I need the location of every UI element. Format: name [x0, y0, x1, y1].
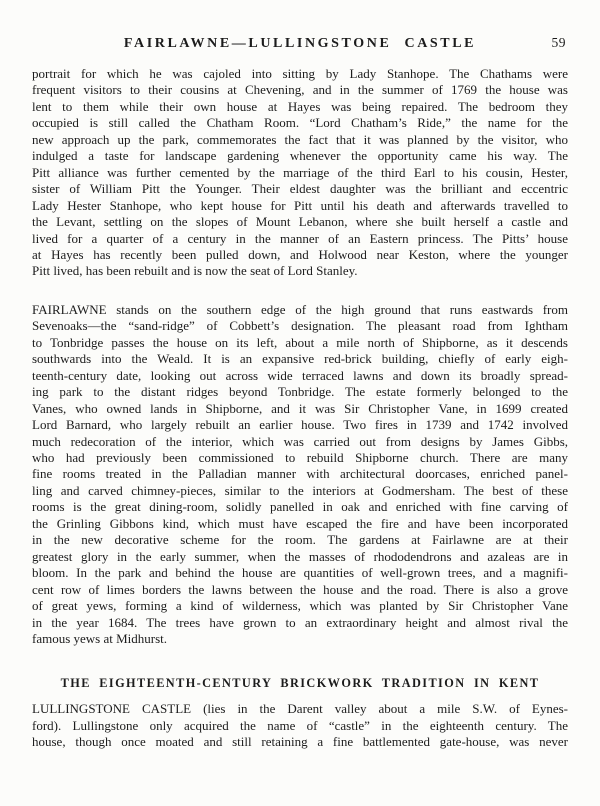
text-line: of great yews, forming a kind of wilderness, which was planted by Sir Christopher Vane [32, 598, 568, 614]
text-line: Pitt alliance was further cemented by the marriage of the third Earl to his cousin, Hester, [32, 164, 568, 180]
text-line: Lady Hester Stanhope, who kept house for Pitt until his death and afterwards travelled to [32, 197, 568, 213]
text-line: sister of William Pitt the Younger. Their eldest daughter was the brilliant and eccentric [32, 181, 568, 197]
text-line: cent row of limes borders the lawns between the house and the road. There is also a grove [32, 581, 568, 597]
text-line: lent to them while their own house at Hayes was being repaired. The bedroom they [32, 98, 568, 114]
text-line: fine rooms treated in the Palladian manner with architectural doorcases, enriched panel- [32, 466, 568, 482]
text-line: in the year 1684. The trees have grown to an extraordinary height and almost rival the [32, 614, 568, 630]
text-line: LULLINGSTONE CASTLE (lies in the Darent valley about a mile S.W. of Eynes- [32, 701, 568, 717]
text-line: to Tonbridge passes the house on its left, about a mile north of Shipborne, as it descends [32, 334, 568, 350]
text-line: indulged a taste for landscape gardening whenever the opportunity came his way. The [32, 148, 568, 164]
text-line: southwards into the Weald. It is an expansive red-brick building, chiefly of early eigh- [32, 351, 568, 367]
text-line: frequent visitors to their cousins at Chevening, and in the summer of 1769 the house was [32, 82, 568, 98]
paragraph-chatham-continuation [32, 66, 568, 280]
text-line: greatest glory in the early summer, when the masses of rhododendrons and azaleas are in [32, 548, 568, 564]
running-header [32, 34, 568, 52]
text-line: bloom. In the park and behind the house are quantities of well-grown trees, and a magnifi- [32, 565, 568, 581]
text-line: Lord Barnard, who largely rebuilt an earlier house. Two fires in 1739 and 1742 involved [32, 417, 568, 433]
text-line: occupied is still called the Chatham Room. “Lord Chatham’s Ride,” the name for the [32, 115, 568, 131]
section-heading: THE EIGHTEENTH-CENTURY BRICKWORK TRADITION IN KENT [60, 676, 540, 691]
text-line: Sevenoaks—the “sand-ridge” of Cobbett’s designation. The pleasant road from Ightham [32, 318, 568, 334]
text-line: rooms is the great dining-room, solidly panelled in oak and enriched with fine carving of [32, 499, 568, 515]
text-line: new approach up the park, commemorates the fact that it was planned by the visitor, who [32, 131, 568, 147]
page-number: 59 [551, 35, 566, 50]
paragraph-fairlawne [32, 302, 568, 648]
text-line: in the new decorative scheme for the room. The gardens at Fairlawne are at their [32, 532, 568, 548]
text-line: ling and carved chimney-pieces, similar to the interiors at Godmersham. The best of these [32, 482, 568, 498]
text-line: house, though once moated and still retaining a fine battlemented gate-house, was never [32, 734, 568, 750]
text-line: at Hayes has recently been pulled down, and Holwood near Keston, where the younger [32, 246, 568, 262]
text-line: Vanes, who owned lands in Shipborne, and it was Sir Christopher Vane, in 1699 created [32, 400, 568, 416]
text-line: portrait for which he was cajoled into sitting by Lady Stanhope. The Chathams were [32, 66, 568, 81]
text-line: the Grinling Gibbons kind, which must have escaped the fire and have been incorporated [32, 515, 568, 531]
paragraph-lullingstone [32, 701, 568, 750]
text-line: famous yews at Midhurst. [32, 630, 168, 646]
text-line: teenth-century date, looking out across wide terraced lawns and down its broadly spread- [32, 367, 568, 383]
text-line: who had previously been commissioned to rebuild Shipborne church. There are many [32, 449, 568, 465]
page-title: FAIRLAWNE—LULLINGSTONE CASTLE [123, 36, 477, 51]
text-line: Pitt lived, has been rebuilt and is now the seat of Lord Stanley. [32, 263, 358, 279]
text-line: ing park to the distant ridges beyond Tonbridge. The estate formerly belonged to the [32, 384, 568, 400]
text-line: ford). Lullingstone only acquired the name of “castle” in the eighteenth century. The [32, 717, 568, 733]
text-line: the Levant, settling on the slopes of Mount Lebanon, where she built herself a castle and [32, 214, 568, 230]
text-line: FAIRLAWNE stands on the southern edge of the high ground that runs eastwards from [32, 301, 568, 317]
text-line: lived for a quarter of a century in the manner of an Eastern princess. The Pitts’ house [32, 230, 568, 246]
text-line: much redecoration of the interior, which was carried out from designs by James Gibbs, [32, 433, 568, 449]
